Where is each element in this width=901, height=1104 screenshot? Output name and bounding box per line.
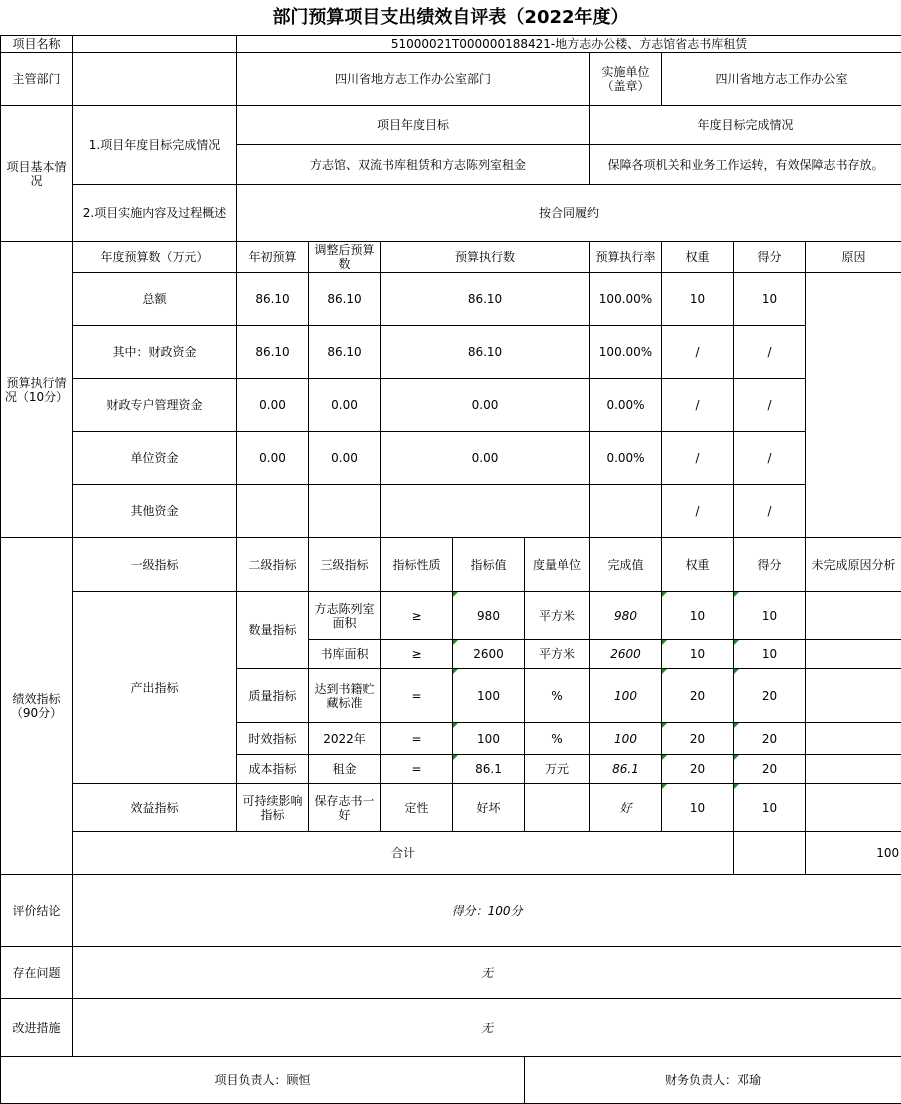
budget-row-score: / (734, 432, 806, 485)
perf-done: 好 (590, 784, 662, 832)
improve-value: 无 (73, 999, 901, 1057)
budget-row-adjusted: 0.00 (309, 432, 381, 485)
budget-row-score: 10 (734, 273, 806, 326)
perf-header-unit: 度量单位 (525, 538, 590, 592)
perf-reason (806, 755, 901, 784)
budget-row-weight: / (662, 485, 734, 538)
budget-row-executed: 0.00 (381, 432, 590, 485)
perf-header-weight: 权重 (662, 538, 734, 592)
budget-header-adjusted: 调整后预算数 (309, 242, 381, 273)
budget-row-rate (590, 485, 662, 538)
perf-reason (806, 784, 901, 832)
budget-row-executed: 0.00 (381, 379, 590, 432)
budget-row-name: 其他资金 (73, 485, 237, 538)
perf-weight: 10 (662, 784, 734, 832)
impl-unit-value: 四川省地方志工作办公室 (662, 53, 901, 106)
budget-header-rate: 预算执行率 (590, 242, 662, 273)
perf-unit: 万元 (525, 755, 590, 784)
quantity-indicator-label: 数量指标 (237, 592, 309, 669)
improve-label: 改进措施 (1, 999, 73, 1057)
budget-row-name: 其中：财政资金 (73, 326, 237, 379)
project-lead: 项目负责人：顾恒 (1, 1057, 525, 1104)
perf-unit (525, 784, 590, 832)
budget-row-weight: / (662, 432, 734, 485)
perf-done: 980 (590, 592, 662, 640)
perf-weight: 20 (662, 669, 734, 723)
project-name-value: 51000021T000000188421-地方志办公楼、方志馆省志书库租赁 (237, 36, 901, 53)
budget-row-adjusted (309, 485, 381, 538)
perf-section-label: 绩效指标（90分） (1, 538, 73, 875)
budget-section-label: 预算执行情况（10分） (1, 242, 73, 538)
goal-completion-header: 年度目标完成情况 (590, 106, 901, 145)
dept-value: 四川省地方志工作办公室部门 (237, 53, 590, 106)
total-label: 合计 (73, 832, 734, 875)
content-value: 按合同履约 (237, 185, 901, 242)
perf-weight: 10 (662, 640, 734, 669)
perf-header-done: 完成值 (590, 538, 662, 592)
perf-reason (806, 592, 901, 640)
finance-lead: 财务负责人：邓瑜 (525, 1057, 901, 1104)
budget-row-name: 单位资金 (73, 432, 237, 485)
budget-row-weight: / (662, 326, 734, 379)
perf-weight: 20 (662, 723, 734, 755)
perf-l3: 达到书籍贮藏标准 (309, 669, 381, 723)
budget-header-weight: 权重 (662, 242, 734, 273)
issues-value: 无 (73, 947, 901, 999)
perf-score: 20 (734, 669, 806, 723)
quality-indicator-label: 质量指标 (237, 669, 309, 723)
perf-value: 86.1 (453, 755, 525, 784)
perf-l3: 租金 (309, 755, 381, 784)
perf-header-l1: 一级指标 (73, 538, 237, 592)
budget-row-score: / (734, 379, 806, 432)
budget-row-initial: 86.10 (237, 273, 309, 326)
perf-l3: 2022年 (309, 723, 381, 755)
perf-header-l3: 三级指标 (309, 538, 381, 592)
timeliness-indicator-label: 时效指标 (237, 723, 309, 755)
perf-value: 100 (453, 669, 525, 723)
perf-l3: 方志陈列室面积 (309, 592, 381, 640)
perf-nature: = (381, 669, 453, 723)
budget-header-annual: 年度预算数（万元） (73, 242, 237, 273)
budget-row-name: 总额 (73, 273, 237, 326)
budget-row-rate: 100.00% (590, 273, 662, 326)
perf-nature: = (381, 755, 453, 784)
content-label: 2.项目实施内容及过程概述 (73, 185, 237, 242)
budget-row-adjusted: 86.10 (309, 326, 381, 379)
annual-goal-header: 项目年度目标 (237, 106, 590, 145)
perf-value: 好坏 (453, 784, 525, 832)
perf-done: 100 (590, 723, 662, 755)
budget-row-weight: / (662, 379, 734, 432)
budget-row-weight: 10 (662, 273, 734, 326)
annual-goal-label: 1.项目年度目标完成情况 (73, 106, 237, 185)
budget-header-reason: 原因 (806, 242, 901, 273)
budget-reason-cell (806, 273, 901, 538)
budget-row-score: / (734, 485, 806, 538)
perf-nature: = (381, 723, 453, 755)
perf-l3: 保存志书一好 (309, 784, 381, 832)
perf-header-nature: 指标性质 (381, 538, 453, 592)
perf-weight: 20 (662, 755, 734, 784)
goal-completion-value: 保障各项机关和业务工作运转，有效保障志书存放。 (590, 145, 901, 185)
perf-unit: 平方米 (525, 640, 590, 669)
budget-row-adjusted: 86.10 (309, 273, 381, 326)
total-score: 100 (806, 832, 901, 875)
budget-row-adjusted: 0.00 (309, 379, 381, 432)
perf-l3: 书库面积 (309, 640, 381, 669)
perf-score: 10 (734, 784, 806, 832)
benefit-indicator-label: 效益指标 (73, 784, 237, 832)
budget-row-initial: 0.00 (237, 379, 309, 432)
budget-row-rate: 0.00% (590, 379, 662, 432)
perf-score: 20 (734, 723, 806, 755)
perf-done: 100 (590, 669, 662, 723)
perf-unit: % (525, 723, 590, 755)
budget-row-initial (237, 485, 309, 538)
perf-value: 980 (453, 592, 525, 640)
annual-goal-value: 方志馆、双流书库租赁和方志陈列室租金 (237, 145, 590, 185)
project-name-label: 项目名称 (1, 36, 73, 53)
conclusion-value: 得分：100分 (73, 875, 901, 947)
perf-header-l2: 二级指标 (237, 538, 309, 592)
perf-done: 2600 (590, 640, 662, 669)
budget-header-initial: 年初预算 (237, 242, 309, 273)
budget-row-rate: 100.00% (590, 326, 662, 379)
budget-header-score: 得分 (734, 242, 806, 273)
budget-row-score: / (734, 326, 806, 379)
budget-row-initial: 86.10 (237, 326, 309, 379)
perf-weight: 10 (662, 592, 734, 640)
sustain-indicator-label: 可持续影响指标 (237, 784, 309, 832)
perf-nature: ≥ (381, 592, 453, 640)
perf-unit: % (525, 669, 590, 723)
cost-indicator-label: 成本指标 (237, 755, 309, 784)
perf-nature: 定性 (381, 784, 453, 832)
perf-unit: 平方米 (525, 592, 590, 640)
budget-row-name: 财政专户管理资金 (73, 379, 237, 432)
budget-row-executed: 86.10 (381, 273, 590, 326)
budget-row-executed: 86.10 (381, 326, 590, 379)
perf-header-value: 指标值 (453, 538, 525, 592)
total-weight (734, 832, 806, 875)
budget-row-initial: 0.00 (237, 432, 309, 485)
perf-reason (806, 669, 901, 723)
issues-label: 存在问题 (1, 947, 73, 999)
output-indicator-label: 产出指标 (73, 592, 237, 784)
perf-reason (806, 723, 901, 755)
perf-header-score: 得分 (734, 538, 806, 592)
perf-score: 20 (734, 755, 806, 784)
perf-score: 10 (734, 640, 806, 669)
perf-score: 10 (734, 592, 806, 640)
impl-unit-label: 实施单位（盖章） (590, 53, 662, 106)
page-title: 部门预算项目支出绩效自评表（2022年度） (0, 0, 901, 35)
dept-label: 主管部门 (1, 53, 73, 106)
perf-header-reason: 未完成原因分析 (806, 538, 901, 592)
evaluation-table (0, 35, 901, 1104)
perf-value: 100 (453, 723, 525, 755)
conclusion-label: 评价结论 (1, 875, 73, 947)
perf-reason (806, 640, 901, 669)
perf-nature: ≥ (381, 640, 453, 669)
budget-row-executed (381, 485, 590, 538)
budget-row-rate: 0.00% (590, 432, 662, 485)
perf-value: 2600 (453, 640, 525, 669)
perf-done: 86.1 (590, 755, 662, 784)
budget-header-executed: 预算执行数 (381, 242, 590, 273)
basic-info-label: 项目基本情况 (1, 106, 73, 242)
